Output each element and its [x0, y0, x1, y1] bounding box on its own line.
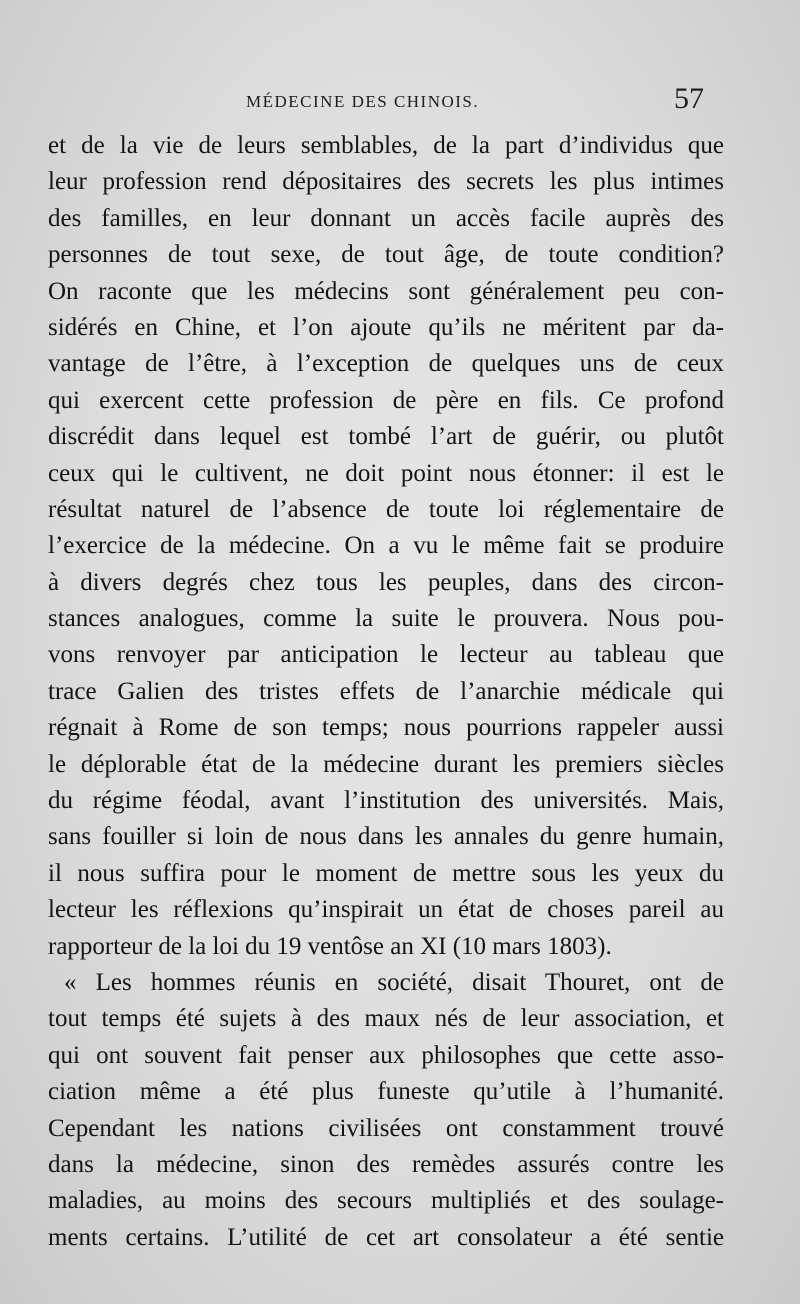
text-line: il nous suffira pour le moment de mettre sous les yeux du	[48, 859, 724, 887]
text-line: résultat naturel de l’absence de toute loi réglementaire de	[48, 495, 724, 523]
text-line: leur profession rend dépositaires des secrets les plus intimes	[48, 168, 724, 196]
text-line: l’exercice de la médecine. On a vu le même fait se produire	[48, 532, 724, 560]
text-line: tout temps été sujets à des maux nés de leur association, et	[48, 1005, 724, 1033]
text-line: du régime féodal, avant l’institution des universités. Mais,	[48, 787, 724, 815]
text-line: vantage de l’être, à l’exception de quelques uns de ceux	[48, 350, 724, 378]
text-line: lecteur les réflexions qu’inspirait un état de choses pareil au	[48, 896, 724, 924]
text-line-paragraph-start: « Les hommes réunis en société, disait Thouret, ont de	[64, 968, 724, 996]
text-line: sans fouiller si loin de nous dans les annales du genre humain,	[48, 823, 724, 851]
body-text	[48, 128, 724, 1278]
text-line: ceux qui le cultivent, ne doit point nous étonner: il est le	[48, 459, 724, 487]
text-line-paragraph-end: rapporteur de la loi du 19 ventôse an XI (10 mars 1803).	[48, 932, 612, 960]
text-line: qui ont souvent fait penser aux philosophes que cette asso-	[48, 1041, 724, 1069]
text-line: vons renvoyer par anticipation le lecteur au tableau que	[48, 641, 724, 669]
running-title: MÉDECINE DES CHINOIS.	[246, 92, 480, 111]
text-line: On raconte que les médecins sont généralement peu con-	[48, 277, 724, 305]
text-line: à divers degrés chez tous les peuples, dans des circon-	[48, 568, 724, 596]
text-line: ciation même a été plus funeste qu’utile à l’humanité.	[48, 1078, 724, 1106]
text-line: maladies, au moins des secours multipliés et des soulage-	[48, 1187, 724, 1215]
text-line: trace Galien des tristes effets de l’anarchie médicale qui	[48, 677, 724, 705]
text-line: personnes de tout sexe, de tout âge, de toute condition?	[48, 241, 724, 269]
text-line: dans la médecine, sinon des remèdes assurés contre les	[48, 1150, 724, 1178]
text-line: stances analogues, comme la suite le prouvera. Nous pou-	[48, 605, 724, 633]
text-line: sidérés en Chine, et l’on ajoute qu’ils ne méritent par da-	[48, 313, 724, 341]
text-line: et de la vie de leurs semblables, de la part d’individus que	[48, 132, 724, 159]
text-line: régnait à Rome de son temps; nous pourrions rappeler aussi	[48, 714, 724, 742]
text-line: discrédit dans lequel est tombé l’art de guérir, ou plutôt	[48, 423, 724, 451]
text-line: Cependant les nations civilisées ont constamment trouvé	[48, 1114, 724, 1142]
text-line: des familles, en leur donnant un accès facile auprès des	[48, 204, 724, 232]
text-line: le déplorable état de la médecine durant les premiers siècles	[48, 750, 724, 778]
text-line: ments certains. L’utilité de cet art consolateur a été sentie	[48, 1223, 724, 1251]
page-header	[48, 82, 708, 122]
page-number: 57	[674, 82, 704, 115]
text-line: qui exercent cette profession de père en fils. Ce profond	[48, 386, 724, 414]
